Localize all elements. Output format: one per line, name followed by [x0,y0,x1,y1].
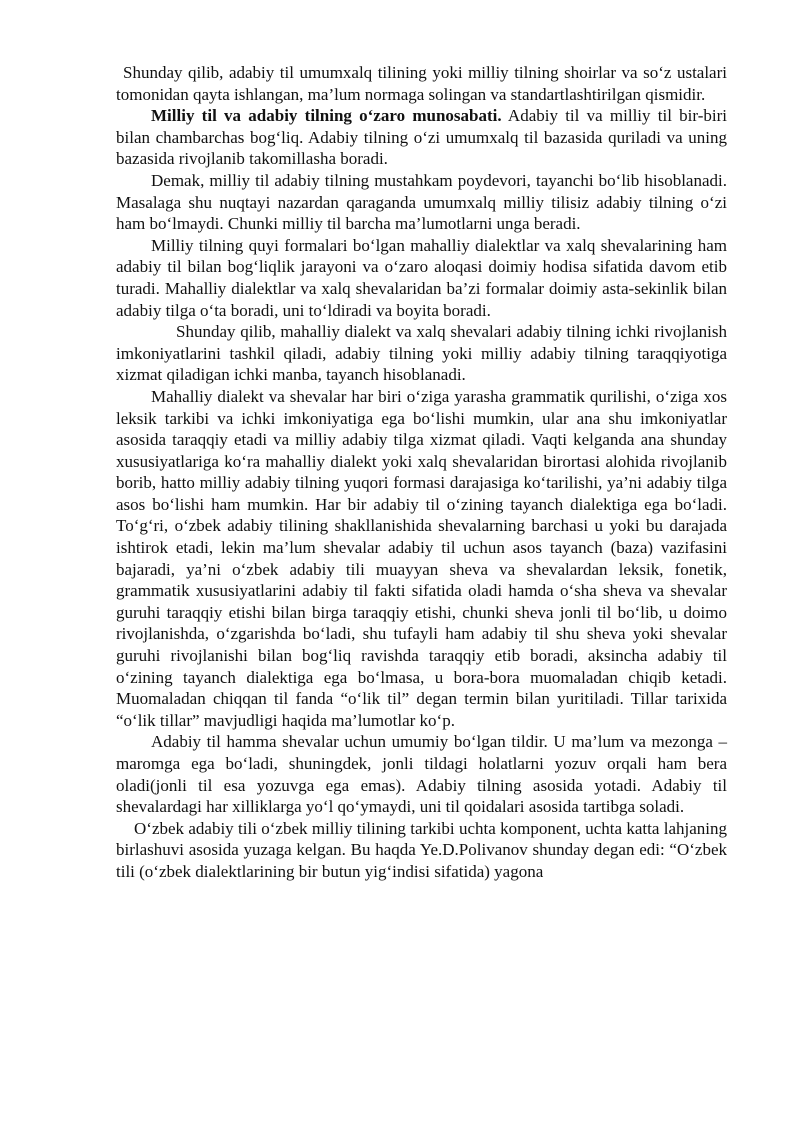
paragraph [116,235,727,321]
paragraph [116,386,727,732]
paragraph-text: Demak, milliy til adabiy tilning mustahkam poydevori, tayanchi bo‘lib hisoblanadi. Masalaga shu nuqtayi nazardan qaraganda umumxalq milliy tilisiz adabiy tilning o‘zi ham bo‘lmaydi. Chunki milliy til barcha ma’lumotlarni unga beradi. [116,170,727,234]
paragraph-text: O‘zbek adabiy tili o‘zbek milliy tilining tarkibi uchta komponent, uchta katta lahjaning birlashuvi asosida yuzaga kelgan. Bu haqda Ye.D.Polivanov shunday degan edi: “O‘zbek tili (o‘zbek dialektlarining bir butun yig‘indisi sifatida) yagona [116,818,727,881]
paragraph-text: Adabiy til va milliy til bir-biri bilan chambarchas bog‘liq. Adabiy tilning o‘zi umumxalq til bazasida quriladi va uning bazasida rivojlanib takomillasha boradi. [116,106,727,169]
paragraph [116,170,727,235]
paragraph-text: Milliy tilning quyi formalari bo‘lgan mahalliy dialektlar va xalq shevalarining ham adabiy til bilan bog‘liqlik jarayoni va o‘zaro aloqasi doimiy hodisa sifatida davom etib turadi. Mahalliy dialektlar va xalq shevalaridan ba’zi formalar doimiy asta-sekinlik bilan adabiy tilga o‘ta boradi, uni to‘ldiradi va boyita boradi. [116,235,727,320]
paragraph-text: Shunday qilib, adabiy til umumxalq tilining yoki milliy tilning shoirlar va so‘z ustalari tomonidan qayta ishlangan, ma’lum normaga solingan va standartlashtirilgan qismidir. [116,63,727,104]
paragraph-text: Mahalliy dialekt va shevalar har biri o‘ziga yarasha grammatik qurilishi, o‘ziga xos leksik tarkibi va ichki imkoniyatiga ega bo‘lishi mumkin, ular ana shu imkoniyatlar asosida taraqqiy etadi va milliy adabiy tilga xizmat qiladi. Vaqti kelganda ana shunday xususiyatlariga ko‘ra mahalliy dialekt yoki xalq shevalaridan birortasi alohida rivojlanib borib, hatto milliy adabiy tilning yuqori formasi darajasiga ko‘tarilishi, ya’ni adabiy tilga asos bo‘lishi ham mumkin. Har bir adabiy til o‘zining tayanch dialektiga ega bo‘ladi. To‘g‘ri, o‘zbek adabiy tilining shakllanishida shevalarning barchasi u yoki bu darajada ishtirok etadi, lekin ma’lum shevalar adabiy til uchun asos tayanch (baza) vazifasini bajaradi, ya’ni o‘zbek adabiy tili muayyan sheva va shevalardan leksik, fonetik, grammatik xususiyatlarini adabiy til fakti sifatida oladi hamda o‘sha sheva va shevalar guruhi taraqqiy etishi bilan birga taraqqiy etishi, chunki sheva jonli til bo‘lib, u doimo rivojlanishda, o‘zgarishda bo‘ladi, shu tufayli ham adabiy til shu sheva yoki shevalar guruhi rivojlanishi bilan bog‘liq ravishda taraqqiy etib boradi, aksincha adabiy til o‘zining tayanch dialektiga ega bo‘lmasa, u bora-bora muomaladan chiqib ketadi. Muomaladan chiqqan til fanda “o‘lik til” degan termin bilan yuritiladi. Tillar tarixida “o‘lik tillar” mavjudligi haqida ma’lumotlar ko‘p. [116,386,727,730]
paragraph [116,321,727,386]
paragraph [116,105,727,170]
paragraph-text: Adabiy til hamma shevalar uchun umumiy bo‘lgan tildir. U ma’lum va mezonga – maromga ega bo‘ladi, shuningdek, jonli tildagi holatlarni yozuv orqali ham bera oladi(jonli til esa yozuvga ega emas). Adabiy tilning asosida yotadi. Adabiy til shevalardagi har xilliklarga yo‘l qo‘ymaydi, uni til qoidalari asosida tartibga soladi. [116,732,727,817]
paragraph [116,62,727,105]
paragraph-text: Shunday qilib, mahalliy dialekt va xalq shevalari adabiy tilning ichki rivojlanish imkoniyatlarini tashkil qiladi, adabiy tilning yoki milliy adabiy tilning taraqqiyotiga xizmat qiladigan ichki manba, tayanch hisoblanadi. [116,322,727,385]
section-heading: Milliy til va adabiy tilning o‘zaro munosabati. [151,106,502,126]
paragraph [116,731,727,817]
document-page [116,62,727,883]
paragraph [116,818,727,883]
